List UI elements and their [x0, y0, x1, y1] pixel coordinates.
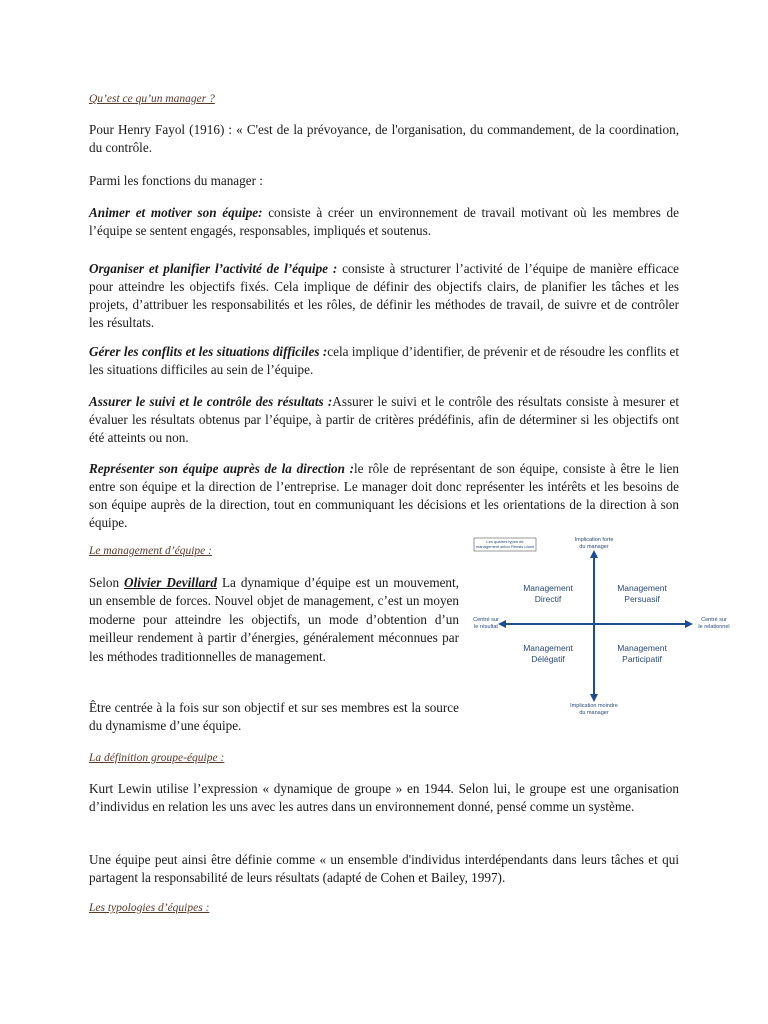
- function-text: le rôle de représentant de son équipe, consiste à être le lien entre son équipe et la direction de l’entreprise. Le manager doit donc représenter les intérêts et les besoins de son équipe auprès de la direction, tout en communiquant les décisions et les orientations de la direction à son équipe.: [89, 461, 679, 530]
- fonctions-intro: Parmi les fonctions du manager :: [89, 173, 263, 188]
- function-text: Assurer le suivi et le contrôle des résultats consiste à mesurer et évaluer les résultats obtenus par l’équipe, à partir de critères prédéfinis, afin de déterminer si les objectifs ont été atteints ou non.: [89, 394, 679, 445]
- arrow-down-icon: [590, 694, 598, 702]
- function-text: cela implique d’identifier, de prévenir et de résoudre les conflits et les situations difficiles au sein de l’équipe.: [89, 344, 680, 377]
- top-axis-label-2: du manager: [579, 544, 609, 550]
- devillard-text: La dynamique d’équipe est un mouvement, un ensemble de forces. Nouvel objet de management, c’est un moyen moderne pour atteindre les objectifs, un mode d’obtention d’un meilleur rendement à partir d’énergies, généralement méconnues par les méthodes traditionnelles de management.: [89, 575, 459, 664]
- top-axis-label-1: Implication forte: [574, 537, 614, 543]
- fayol-paragraph: Pour Henry Fayol (1916) : « C'est de la prévoyance, de l'organisation, du commandement, de la coordination, du contrôle.: [89, 122, 679, 155]
- function-paragraph: [89, 204, 679, 240]
- function-paragraph: [89, 260, 679, 332]
- function-title: Représenter son équipe auprès de la direction :: [89, 461, 354, 476]
- heading-management: Le management d’équipe :: [89, 545, 212, 557]
- bottom-axis-label-2: du manager: [579, 710, 609, 716]
- likert-quadrant-diagram: [470, 535, 740, 720]
- heading-typologies: Les typologies d’équipes :: [89, 902, 210, 914]
- legend-line-2: management selon Rensis Likert: [475, 544, 535, 549]
- quadrant-delegatif-2: Délégatif: [531, 654, 565, 664]
- lewin-paragraph: Kurt Lewin utilise l’expression « dynamique de groupe » en 1944. Selon lui, le groupe est une organisation d’individus en relation les uns avec les autres dans un environnement donné, pensé comme un système.: [89, 781, 679, 814]
- quadrant-delegatif-1: Management: [523, 643, 573, 653]
- quadrant-persuasif-2: Persuasif: [624, 594, 660, 604]
- devillard-paragraph: [89, 574, 459, 666]
- right-axis-label-1: Centré sur: [701, 617, 727, 623]
- quadrant-participatif-1: Management: [617, 643, 667, 653]
- bottom-axis-label-1: Implication moindre: [570, 703, 618, 709]
- function-title: Organiser et planifier l’activité de l’équipe :: [89, 261, 338, 276]
- left-axis-label-1: Centré sur: [473, 617, 499, 623]
- function-title: Gérer les conflits et les situations difficiles :: [89, 344, 328, 359]
- arrow-left-icon: [498, 620, 506, 628]
- quadrant-directif-2: Directif: [534, 594, 562, 604]
- devillard-prefix: Selon: [89, 575, 125, 590]
- function-paragraph: [89, 393, 679, 447]
- arrow-right-icon: [685, 620, 693, 628]
- function-title: Animer et motiver son équipe:: [89, 205, 263, 220]
- quadrant-directif-1: Management: [523, 583, 573, 593]
- function-paragraph: [89, 343, 679, 379]
- quadrant-participatif-2: Participatif: [622, 654, 662, 664]
- function-text: consiste à structurer l’activité de l’équipe de manière efficace pour atteindre les objectifs fixés. Cela implique de définir des objectifs clairs, de planifier les tâches et les projets, d’attribuer les responsabilités et les rôles, de définir les méthodes de travail, de suivre et de contrôler les résultats.: [89, 261, 679, 330]
- cohen-bailey-paragraph: Une équipe peut ainsi être définie comme « un ensemble d'individus interdépendants dans leurs tâches et qui partagent la responsabilité de leurs résultats (adapté de Cohen et Bailey, 1997).: [89, 852, 679, 885]
- arrow-up-icon: [590, 550, 598, 558]
- function-title: Assurer le suivi et le contrôle des résultats :: [89, 394, 333, 409]
- right-axis-label-2: le relationnel: [698, 624, 730, 630]
- dynamisme-paragraph: Être centrée à la fois sur son objectif et sur ses membres est la source du dynamisme d’une équipe.: [89, 700, 459, 734]
- heading-definition: La définition groupe-équipe :: [89, 752, 225, 764]
- heading-manager: Qu’est ce qu’un manager ?: [89, 93, 215, 105]
- devillard-name: Olivier Devillard: [124, 575, 217, 590]
- legend-line-1: Les quatres types de: [486, 539, 524, 544]
- function-paragraph: [89, 460, 679, 532]
- left-axis-label-2: le résultat: [474, 624, 498, 630]
- function-text: consiste à créer un environnement de travail motivant où les membres de l’équipe se sentent engagés, responsables, impliqués et soutenus.: [89, 205, 680, 238]
- quadrant-persuasif-1: Management: [617, 583, 667, 593]
